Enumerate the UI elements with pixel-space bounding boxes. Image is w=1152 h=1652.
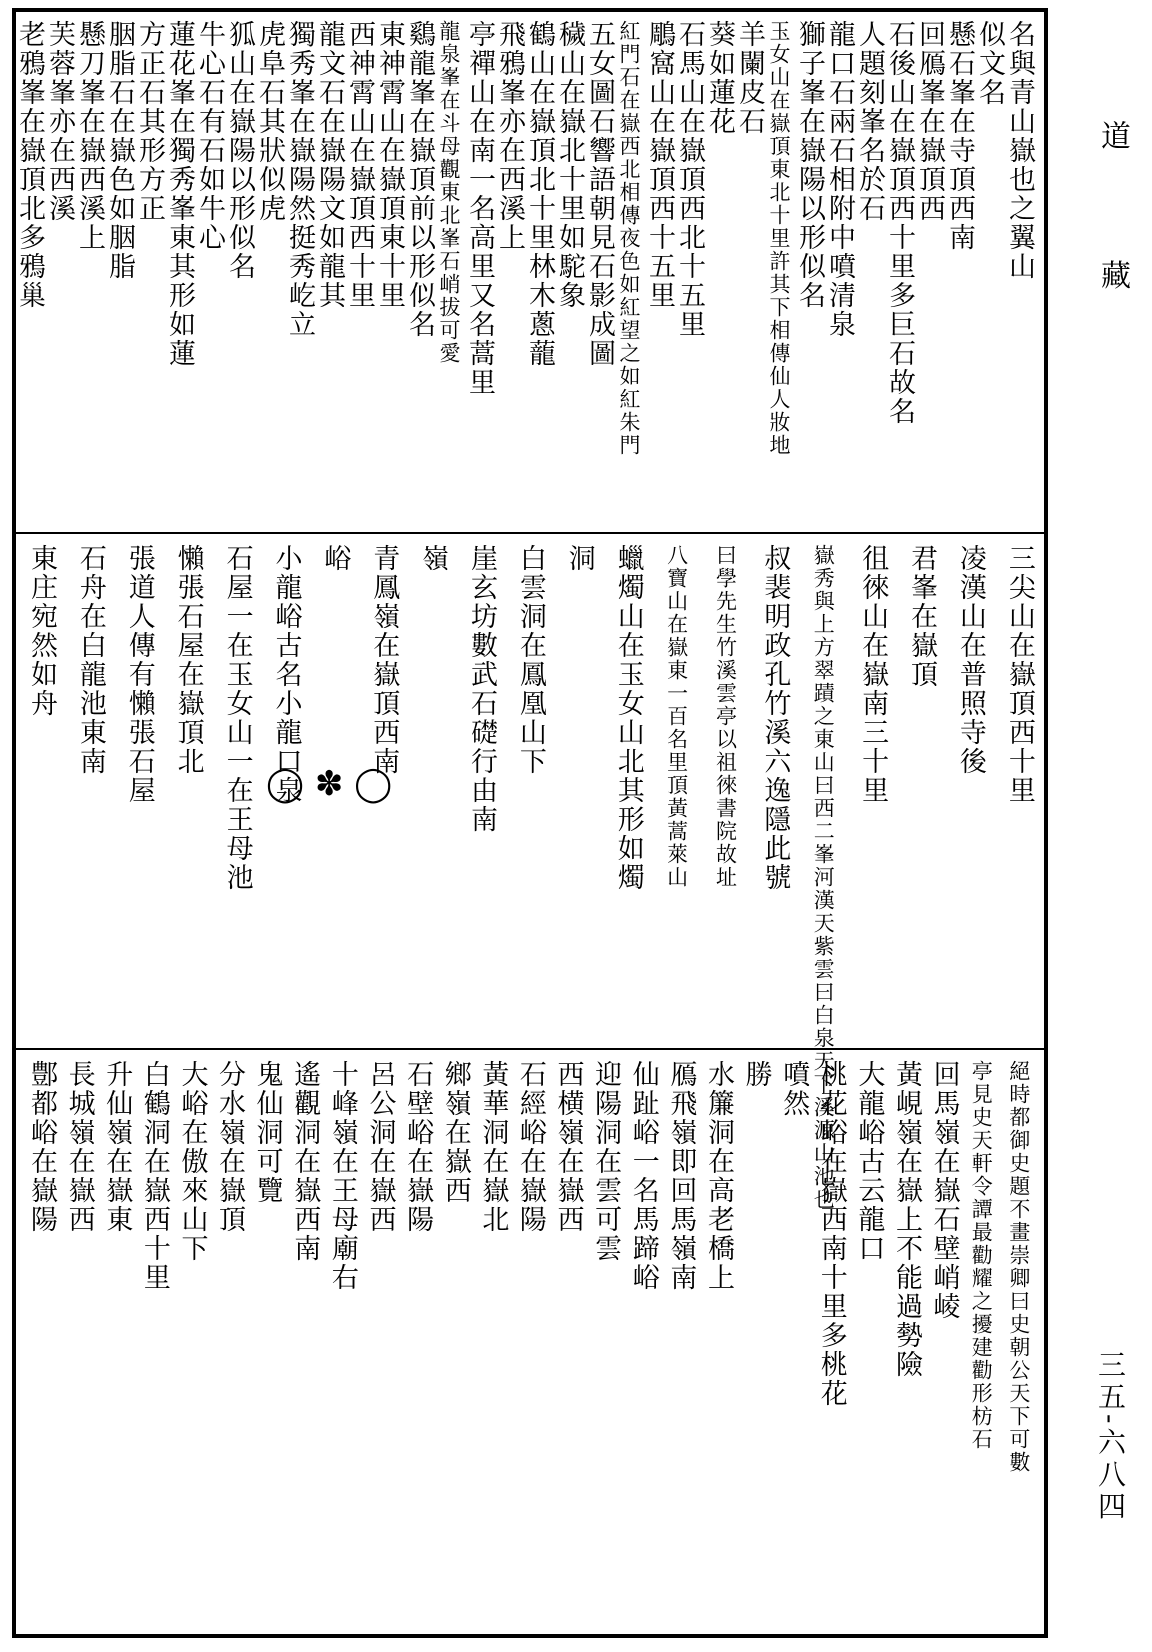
page-frame [12,8,1048,1638]
text-column: 獅子峯在嶽陽以形似名 [794,20,825,310]
text-column: 嶽秀與上方翠蹟之東山曰西二峯河漢天紫雲曰白泉天下溪源山池也 [811,544,836,1211]
text-column: 石舟在白龍池東南 [74,544,106,776]
text-column: 遙觀洞在嶽西南 [289,1060,321,1263]
text-column: 牛心石有石如牛心 [194,20,225,252]
section-top [14,20,1035,520]
text-column: 崖玄坊數武石礎行由南 [466,544,498,834]
text-column: 噴然 [778,1060,810,1118]
text-column: 呂公洞在嶽西 [364,1060,396,1234]
text-column: 東神霄山在嶽頂東十里 [374,20,405,310]
section-divider [16,532,1044,534]
text-column: 峪 [319,544,351,573]
text-column: 鄉嶺在嶽西 [439,1060,471,1205]
text-columns [14,20,1035,520]
text-column: 飛鴉峯亦在西溪上 [494,20,525,252]
text-column: 東庄宛然如舟 [26,544,57,718]
text-column: 回馬嶺在嶽石壁峭崚 [928,1060,960,1321]
text-column: 狐山在嶽陽以形似名 [224,20,255,281]
text-column: 小龍峪古名小龍口泉 [270,544,302,805]
text-column: 曰學先生竹溪雲亭以祖徠書院故址 [713,544,738,889]
text-column: 石後山在嶽頂西十里多巨石故名 [884,20,915,426]
ornament-row: ◯ ✽ ◯ [266,764,393,804]
text-column: 芙蓉峯亦在西溪 [44,20,75,223]
section-bottom [26,1060,1034,1626]
text-column: 羊闌皮石 [734,20,765,136]
text-column: 鄷都峪在嶽陽 [26,1060,57,1234]
text-column: 鵰窩山在嶽頂西十五里 [644,20,675,310]
text-column: 君峯在嶽頂 [906,544,938,689]
text-column: 玉女山在嶽頂東北十里許其下相傳仙人妝地 [767,20,791,457]
text-column: 似文名 [974,20,1005,107]
text-column: 白鶴洞在嶽西十里 [138,1060,170,1292]
text-column: 石壁峪在嶽陽 [402,1060,434,1234]
text-column: 仙趾峪一名馬蹄峪 [627,1060,659,1292]
text-column: 黃華洞在嶽北 [477,1060,509,1234]
text-column: 石馬山在嶽頂西北十五里 [674,20,705,339]
text-column: 嶺 [417,544,449,573]
page-number: 三五-六八四 [1094,1350,1127,1524]
text-column: 蠟燭山在玉女山北其形如燭 [612,544,644,892]
text-column: 名與青山嶽也之翼山 [1004,20,1035,281]
text-column: 龍泉峯在斗母觀東北峯石峭拔可愛 [437,20,461,365]
text-column: 穢山在嶽北十里如駝象 [554,20,585,310]
text-column: 白雲洞在鳳凰山下 [514,544,546,776]
text-column: 青鳳嶺在嶽頂西南 [368,544,400,776]
text-column: 叔裴明政孔竹溪六逸隱此號 [759,544,791,892]
text-column: 葵如蓮花 [704,20,735,136]
text-column: 西神霄山在嶽頂西十里 [344,20,375,310]
text-column: 張道人傳有懶張石屋 [123,544,155,805]
text-column: 大峪在傲來山下 [176,1060,208,1263]
text-column: 亭見史天軒令譚最勸耀之擾建勸形枋石 [969,1060,994,1451]
text-column: 長城嶺在嶽西 [63,1060,95,1234]
section-divider [16,1048,1044,1050]
text-column: 升仙嶺在嶽東 [101,1060,133,1234]
text-column: 徂徠山在嶽南三十里 [857,544,889,805]
text-column: 胭脂石在嶽色如胭脂 [104,20,135,281]
text-column: 鬼仙洞可覽 [251,1060,283,1205]
text-column: 十峰嶺在王母廟右 [326,1060,358,1292]
text-column: 龍口石兩石相附中噴清泉 [824,20,855,339]
text-column: 人題刻峯名於石 [854,20,885,223]
text-column: 石屋一在玉女山一在王母池 [221,544,253,892]
text-column: 鷄龍峯在嶽頂前以形似名 [404,20,435,339]
text-column: 黃峴嶺在嶽上不能過勢險 [891,1060,923,1379]
text-column: 懸石峯在寺頂西南 [944,20,975,252]
text-column: 八寶山在嶽東一百名里頂黃蒿萊山 [664,544,689,889]
text-column: 五女圖石響語朝見石影成圖 [584,20,615,368]
text-column: 大龍峪古云龍口 [853,1060,885,1263]
text-column: 亭禪山在南一名高里又名蒿里 [464,20,495,397]
text-column: 水簾洞在高老橋上 [702,1060,734,1292]
text-column: 勝 [740,1060,772,1089]
text-column: 虎阜石其狀似虎 [254,20,285,223]
text-column: 石經峪在嶽陽 [514,1060,546,1234]
text-column: 三尖山在嶽頂西十里 [1003,544,1035,805]
text-column: 鶴山在嶽頂北十里林木蔥蘢 [524,20,555,368]
text-column: 迎陽洞在雲可雲 [590,1060,622,1263]
text-column: 紅門石在嶽西北相傳夜色如紅望之如紅朱門 [617,20,641,457]
text-column: 龍文石在嶽陽文如龍其 [314,20,345,310]
text-column: 懸刀峯在嶽西溪上 [74,20,105,252]
text-column: 獨秀峯在嶽陽然挺秀屹立 [284,20,315,339]
text-column: 老鴉峯在嶽頂北多鴉巢 [14,20,45,310]
text-column: 回鴈峯在嶽頂西 [914,20,945,223]
text-column: 凌漢山在普照寺後 [954,544,986,776]
text-column: 西横嶺在嶽西 [552,1060,584,1234]
text-column: 鴈飛嶺即回馬嶺南 [665,1060,697,1292]
text-columns [26,1060,1034,1626]
text-column: 分水嶺在嶽頂 [214,1060,246,1234]
margin-title: 道 藏 [1095,120,1130,340]
text-column: 方正石其形方正 [134,20,165,223]
text-column: 洞 [563,544,595,573]
text-column: 絕時都御史題不畫崇卿曰史朝公天下可數 [1006,1060,1031,1474]
text-column: 桃花峪在嶽西南十里多桃花 [815,1060,847,1408]
text-column: 蓮花峯在獨秀峯東其形如蓮 [164,20,195,368]
text-column: 懶張石屋在嶽頂北 [172,544,204,776]
